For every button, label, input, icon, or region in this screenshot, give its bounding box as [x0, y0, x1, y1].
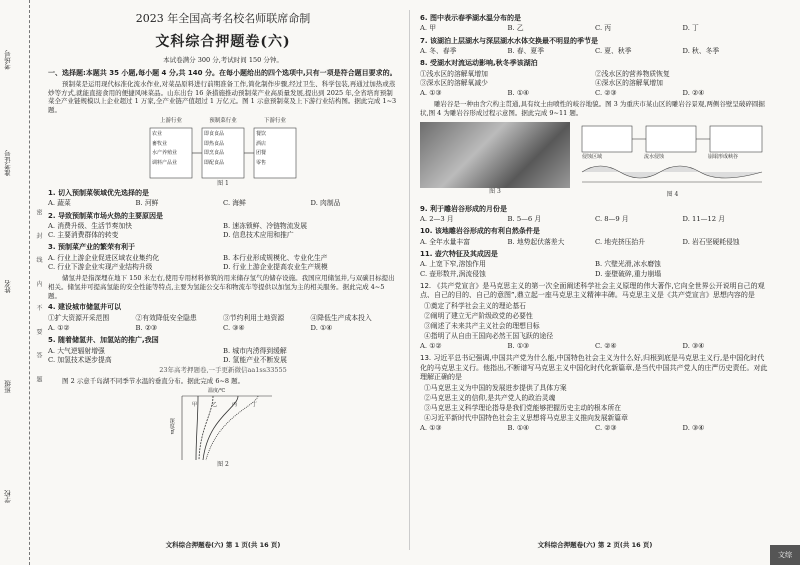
question-2-stem: 2. 导致预制菜市场火热的主要原因是: [48, 211, 163, 220]
question-1-stem: 1. 切入预制菜领域优先选择的是: [48, 189, 149, 197]
option[interactable]: D. 信息技术应用和推广: [223, 231, 294, 240]
question-5-options: [48, 347, 398, 365]
question-3-stem: 3. 预制菜产业的繁荣有利于: [48, 243, 135, 252]
question-11-options: [420, 260, 770, 278]
fig2-curve-label: 乙: [212, 401, 218, 408]
fig4-label: 崩塌形成峡谷: [708, 153, 739, 160]
fig1-down-item: 零售: [256, 159, 267, 166]
fig1-mid-item: 即热食品: [204, 140, 225, 147]
fig1-down-item: 餐饮: [256, 131, 267, 137]
option[interactable]: D. ③④: [682, 424, 705, 433]
margin-strip: [0, 0, 30, 565]
statement: ①奠定了科学社会主义的理论基石: [424, 301, 526, 310]
question-10-options: [420, 238, 770, 247]
question-8-items: [420, 70, 770, 88]
page-1-footer: 文科综合押题卷(六) 第 1 页(共 16 页): [165, 541, 281, 550]
page-2-footer: 文科综合押题卷(六) 第 2 页(共 16 页): [537, 541, 653, 550]
option[interactable]: B. 地势起伏落差大: [507, 237, 565, 246]
fig1-up-item: 农业: [152, 131, 163, 137]
question-7-stem: 7. 该湖泊上层湖水与深层湖水水体交换最不明显的季节是: [420, 36, 598, 45]
question-5-stem: 5. 随着储氢井、加氢站的推广,我国: [48, 336, 159, 345]
fig1-down-label: 下游行业: [263, 118, 286, 124]
fig1-mid-item: 即配食品: [204, 159, 225, 166]
section-heading: 一、选择题:本题共 35 小题,每小题 4 分,共 140 分。在每小题给出的四个选项中,只有一项是符合题目要求的。: [48, 68, 397, 77]
option[interactable]: C. 壶形数井,涡流侵蚀: [420, 269, 486, 278]
fig1-up-label: 上游行业: [159, 118, 182, 124]
statement: ②有效降低安全隐患: [135, 313, 197, 322]
question-2-options: [48, 222, 398, 240]
margin-label-exam-no: 考场号: [4, 50, 12, 70]
option[interactable]: D. 壶壁破碎,重力崩塌: [595, 269, 662, 278]
left-page: [48, 8, 398, 556]
option[interactable]: A. 全年水量丰富: [420, 237, 471, 246]
statement: ②阐明了建立无产阶级政党的必要性: [424, 311, 533, 320]
question-4-stem: 4. 建设城市储氢井可以: [48, 303, 121, 312]
option[interactable]: A. ①③: [420, 424, 442, 433]
fig2-curve-label: 丙: [232, 401, 238, 408]
question-4-options: [48, 324, 398, 333]
option[interactable]: B. 本行业形成规模化、专业化生产: [223, 253, 328, 262]
curve-yi: [199, 396, 213, 460]
fig1-up-item: 畜牧业: [152, 140, 168, 147]
passage-lake: 图 2 示意千岛湖不同季节水温的垂直分布。据此完成 6~8 题。: [62, 376, 245, 385]
question-13-stem: 13. 习近平总书记强调,中国共产党为什么能,中国特色社会主义为什么好,归根到底是马克思主义行,是中国化时代化的马克思主义行。他指出,不断谱写马克思主义中国化时代化新篇章,是当代中国共产党人的庄严历史责任。对此理解正确的是: [420, 354, 768, 382]
margin-label-class: 班级: [4, 380, 12, 393]
fig1-up-item: 水产养殖业: [152, 150, 178, 156]
option[interactable]: B. 穴壁光滑,冰水磨蚀: [595, 260, 661, 269]
option[interactable]: A. 蔬菜: [48, 199, 71, 208]
option[interactable]: A. 上宽下窄,溶蚀作用: [420, 260, 486, 269]
figure-2-chart: [168, 388, 278, 462]
margin-label-ticket-no: 准考证号: [4, 150, 12, 176]
passage-hydrogen: 储氢井是指深埋在地下 150 米左右,使用专用材料修筑的用来储存氢气的储存设施。我国应用储氢井,与双碳目标提出相关。储氢井可提高氢能的安全性能等特点,主要为氢能公交车和物流车等提供以加氢为主的相关服务。据此完成 4~5 题。: [48, 274, 395, 300]
option[interactable]: B. 春、夏季: [507, 47, 545, 56]
figure-3: [420, 122, 570, 202]
figure-4: [580, 122, 765, 202]
fig1-up-items: [152, 130, 190, 168]
option[interactable]: C. ②③: [595, 89, 617, 97]
statement: ④降低生产成本投入: [310, 313, 372, 322]
fig1-mid-label: 预制菜行业: [209, 118, 237, 124]
option[interactable]: D. 丁: [682, 24, 699, 33]
figure-1-caption: 图 1: [217, 180, 229, 187]
option[interactable]: C. 海鲜: [223, 199, 246, 208]
question-3-options: [48, 254, 398, 272]
option[interactable]: C. 8—9 月: [595, 215, 629, 224]
question-4-items: [48, 314, 398, 323]
option[interactable]: B. 城市内涝得到缓解: [223, 346, 287, 355]
statement: ②浅水区的营养物质恢复: [595, 69, 670, 78]
option[interactable]: A. 2—3 月: [420, 215, 454, 224]
option[interactable]: C. 地壳挤压抬升: [595, 237, 646, 246]
subject-tag: 文综: [770, 545, 800, 565]
binding-warning: 密 封 线 内 不 要 答 题: [35, 209, 42, 391]
option[interactable]: D. ①④: [310, 324, 333, 333]
figure-1: [148, 118, 298, 186]
fig1-mid-items: [204, 130, 242, 168]
fig2-curve-label: 丁: [252, 401, 258, 408]
gorge-photo: [420, 122, 570, 188]
exam-note: 本试卷满分 300 分,考试时间 150 分钟。: [163, 55, 283, 64]
statement: ③马克思主义科学理论指导是我们党能够把握历史主动的根本所在: [424, 404, 622, 413]
margin-label-school: 学校: [4, 490, 12, 503]
option[interactable]: C. ②③: [595, 424, 617, 433]
passage-gorge: 雕岩谷是一种由含穴构主贯通,具有纹土由喷性的岐谷地貌。图 3 为重庆市某山区的雕岩谷景观,两侧谷壁呈破碎圆掘状,图 4 为雕岩谷形成过程示意图。据此完成 9~11 题。: [420, 100, 765, 117]
question-6-options: [420, 24, 770, 33]
statement: ④指明了从自由王国向必然王国飞跃的途径: [424, 332, 554, 341]
statement: ③阐述了未来共产主义社会的理想目标: [424, 321, 540, 330]
fig1-down-items: [256, 130, 294, 168]
passage-prefab: 预制菜是运用现代标准化流水作业,对菜品原料进行前期准备工作,简化制作步骤,经过卫生、科学包装,再通过加热或蒸炒等方式,就能直接食用的便捷风味菜品。山东出台 16 条措施推动预制菜产业高质量发展,提出到 2025 年,全省培育预制菜全产业链规模以上企业超过 1 万家,全产业链产值超过 1 万亿元。图 1 示意预制菜及上下游行业结构图。据此完成 1~3 题。: [48, 79, 397, 115]
option[interactable]: A. 冬、春季: [420, 47, 457, 56]
option[interactable]: A. 大气逆辐射增强: [48, 346, 105, 355]
option[interactable]: A. ①②: [420, 342, 442, 351]
option[interactable]: D. ②④: [682, 89, 705, 97]
exam-series-title: 2023 年全国高考名校名师联席命制: [135, 12, 311, 25]
fig4-label: 流水侵蚀: [644, 153, 665, 160]
question-8-options: [420, 89, 770, 98]
question-11-stem: 11. 壶穴特征及其成因是: [420, 249, 498, 258]
option[interactable]: C. 夏、秋季: [595, 47, 632, 56]
option[interactable]: B. ①④: [507, 89, 530, 97]
figure-3-caption: 图 3: [489, 187, 501, 195]
option[interactable]: B. 速冻锁鲜、冷链物流发展: [223, 222, 308, 231]
right-page: [420, 8, 770, 556]
statement: ④习近平新时代中国特色社会主义思想将马克思主义推向发展新篇章: [424, 414, 628, 423]
option[interactable]: B. 5—6 月: [507, 215, 542, 224]
question-10-stem: 10. 该地雕岩谷形成的有利自然条件是: [420, 227, 540, 236]
page-divider: [409, 10, 410, 550]
fig1-up-item: 调料产品业: [152, 159, 178, 166]
fig1-mid-item: 即食食品: [204, 131, 225, 137]
option[interactable]: B. ②③: [135, 324, 158, 333]
option[interactable]: B. ①③: [507, 342, 530, 351]
margin-label-name: 姓名: [4, 280, 12, 293]
fig2-curve-label: 甲: [192, 401, 198, 408]
option[interactable]: A. ①③: [420, 89, 442, 97]
option[interactable]: D. 肉制品: [310, 199, 341, 208]
option[interactable]: C. 行业下游企业实现产业结构升级: [48, 263, 153, 271]
figure-2: [168, 388, 278, 470]
fig1-mid-item: 即烹食品: [204, 150, 225, 156]
option[interactable]: D. 行业上游企业提高农业生产规模: [223, 263, 328, 271]
fig2-ylabel: 深度/m: [168, 417, 175, 434]
fig1-down-item: 酒店: [256, 140, 267, 147]
statement: ②马克思主义的信仰,是共产党人的政治灵魂: [424, 393, 556, 402]
fig4-label: 侵蚀区域: [582, 153, 603, 160]
fig2-xlabel: 温度/℃: [208, 387, 226, 394]
option[interactable]: A. ①②: [48, 324, 70, 333]
watermark-text: 23年高考押题卷,一手更新微信aa1ss33555: [159, 366, 287, 375]
statement: ③节约利用土地资源: [223, 313, 285, 322]
question-13-options: [420, 424, 770, 433]
question-13-items: [420, 384, 770, 424]
option[interactable]: B. 河鲜: [135, 199, 159, 208]
question-8-stem: 8. 受湖水对流运动影响,秋冬季该湖泊: [420, 59, 538, 68]
statement: ①马克思主义为中国的发展进步提供了具体方案: [424, 383, 567, 392]
figure-4-caption: 图 4: [666, 191, 679, 199]
question-12-stem: 12. 《共产党宣言》是马克思主义的第一次全面阐述科学社会主义原理的伟大著作,它向全世界公开说明自己的观点、自己的目的、自己的意图”,鼎立起一座马克思主义精神丰碑。马克思主义是《共产党宣言》思想内容的是: [420, 281, 765, 300]
option[interactable]: C. 主要消费群体的转变: [48, 231, 119, 240]
question-12-options: [420, 342, 770, 351]
question-9-stem: 9. 利于雕岩谷形成的月份是: [420, 204, 507, 213]
statement: ①扩大资源开采范围: [48, 313, 110, 322]
statement: ③深水区的溶解氧减少: [420, 78, 488, 87]
statement: ④深水区的溶解氧增加: [595, 78, 663, 87]
option[interactable]: D. ③④: [682, 342, 705, 351]
exam-title: 文科综合押题卷(六): [155, 33, 291, 50]
fig1-down-item: 团餐: [256, 150, 267, 156]
statement: ①浅水区的溶解氧增加: [420, 69, 488, 78]
question-6-stem: 6. 图中表示春季湖水温分布的是: [420, 14, 521, 22]
question-12-items: [420, 302, 770, 342]
option[interactable]: A. 行业上游企业促进区域农业集约化: [48, 253, 160, 262]
question-1-options: [48, 199, 398, 208]
option[interactable]: C. 丙: [595, 24, 612, 33]
option[interactable]: D. 秋、冬季: [682, 47, 720, 56]
option[interactable]: D. 11—12 月: [682, 215, 726, 224]
option[interactable]: C. 加氢技术逐步提高: [48, 355, 112, 364]
figure-2-caption: 图 2: [217, 460, 229, 468]
option[interactable]: B. ①④: [507, 424, 530, 433]
option[interactable]: A. 消费升级、生活节奏加快: [48, 222, 132, 231]
option[interactable]: D. 氢能产业不断发展: [223, 355, 287, 364]
option[interactable]: A. 甲: [420, 24, 437, 33]
question-7-options: [420, 47, 770, 56]
question-9-options: [420, 215, 770, 224]
figures-3-4: [420, 122, 770, 202]
option[interactable]: C. ②④: [595, 342, 617, 351]
option[interactable]: D. 岩石坚硬耗侵蚀: [682, 237, 740, 246]
option[interactable]: C. ③④: [223, 324, 245, 333]
option[interactable]: B. 乙: [507, 24, 524, 33]
